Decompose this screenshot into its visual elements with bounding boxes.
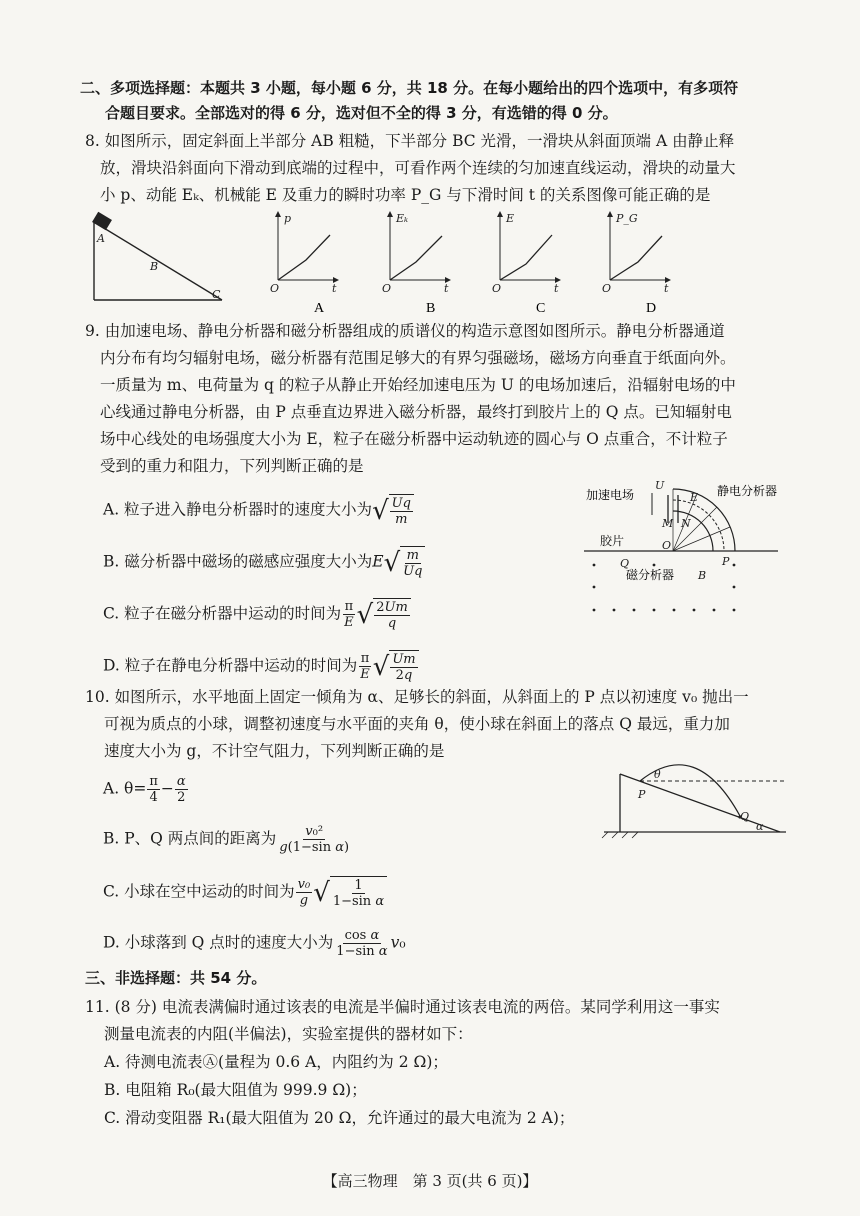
q11-stem-line2: 测量电流表的内阻(半偏法)，实验室提供的器材如下： xyxy=(104,1025,473,1043)
graph-c-ylabel: E xyxy=(506,212,515,225)
q10-option-a: A. θ= $\frac{\pi}{4}$ − $\frac{\alpha}{2}$ xyxy=(103,774,186,805)
q9-stem-line5: 场中心线处的电场强度大小为 E，粒子在磁分析器中运动轨迹的圆心与 O 点重合，不计粒子 xyxy=(100,430,728,448)
q9-option-d: D. 粒子在静电分析器中运动的时间为 $\frac{\pi}{E}$ √ $\frac{Um}{2q}$ xyxy=(103,650,419,683)
q11-item-b: B. 电阻箱 R₀(最大阻值为 999.9 Ω)； xyxy=(104,1081,367,1099)
section-2-title-line1: 二、多项选择题：本题共 3 小题，每小题 6 分，共 18 分。在每小题给出的四个选项中，有多项符 xyxy=(80,79,739,97)
graph-c-xlabel: t xyxy=(554,282,559,295)
q10-stem-line3: 速度大小为 g，不计空气阻力，下列判断正确的是 xyxy=(104,742,445,760)
incline-label-a: A xyxy=(97,232,105,245)
label-q-point: Q xyxy=(740,810,750,823)
q10-option-a-text: A. θ= xyxy=(103,779,147,798)
page-footer: 【高三物理 第 3 页(共 6 页)】 xyxy=(322,1172,538,1190)
label-u: U xyxy=(655,479,665,492)
label-e: E xyxy=(690,491,699,504)
graph-d-option: D xyxy=(646,301,657,316)
q9-option-a: A. 粒子进入静电分析器时的速度大小为 √ $\frac{Uq}{m}$ xyxy=(103,494,414,527)
label-alpha: α xyxy=(756,820,764,833)
label-n: N xyxy=(681,517,691,530)
graph-a xyxy=(270,211,339,295)
q11-stem-line1: 11. (8 分) 电流表满偏时通过该表的电流是半偏时通过该表电流的两倍。某同学利用这一事实 xyxy=(85,998,720,1016)
q8-stem-line1: 8. 如图所示，固定斜面上半部分 AB 粗糙，下半部分 BC 光滑，一滑块从斜面顶端 A 由静止释 xyxy=(85,132,735,150)
q9-mass-spectrometer-figure xyxy=(582,475,782,623)
q8-stem-line2: 放，滑块沿斜面向下滑动到底端的过程中，可看作两个连续的匀加速直线运动，滑块的动量大 xyxy=(100,159,736,177)
q10-option-c-text: C. 小球在空中运动的时间为 xyxy=(103,882,295,901)
q10-option-d-text: D. 小球落到 Q 点时的速度大小为 xyxy=(103,933,334,952)
q10-incline-projectile-figure xyxy=(600,760,790,840)
graph-b-ylabel: Eₖ xyxy=(396,212,409,225)
label-q: Q xyxy=(620,557,630,570)
q10-option-d: D. 小球落到 Q 点时的速度大小为 $\frac{\text{cos α}}{\text{1−sin α}}$ v₀ xyxy=(103,928,406,959)
msa-label: 磁分析器 xyxy=(626,568,675,582)
q9-option-c-text: C. 粒子在磁分析器中运动的时间为 xyxy=(103,604,342,623)
accel-field-label: 加速电场 xyxy=(586,488,635,502)
incline-label-b: B xyxy=(150,260,159,273)
graph-d-origin: O xyxy=(602,282,612,295)
q9-option-b: B. 磁分析器中磁场的磁感应强度大小为E √ $\frac{m}{Uq}$ xyxy=(103,546,425,579)
q10-option-b: B. P、Q 两点间的距离为 $\frac{\text{v₀²}}{\text{g(1−sin α)}}$ xyxy=(103,824,350,855)
q8-figures xyxy=(80,208,760,318)
graph-b xyxy=(382,211,451,295)
graph-c-origin: O xyxy=(492,282,502,295)
film-label: 胶片 xyxy=(600,534,625,548)
q9-option-a-text: A. 粒子进入静电分析器时的速度大小为 xyxy=(103,500,373,519)
graph-c xyxy=(492,211,561,295)
q10-stem-line2: 可视为质点的小球，调整初速度与水平面的夹角 θ，使小球在斜面上的落点 Q 最远，重力加 xyxy=(104,715,730,733)
label-p: P xyxy=(722,555,730,568)
q11-item-c: C. 滑动变阻器 R₁(最大阻值为 20 Ω，允许通过的最大电流为 2 A)； xyxy=(104,1109,575,1127)
graph-a-option: A xyxy=(314,301,325,316)
q10-stem-line1: 10. 如图所示，水平地面上固定一倾角为 α、足够长的斜面，从斜面上的 P 点以初速度 v₀ 抛出一 xyxy=(85,688,749,706)
label-p-point: P xyxy=(638,788,646,801)
q8-stem-line3: 小 p、动能 Eₖ、机械能 E 及重力的瞬时功率 P_G 与下滑时间 t 的关系图像可能正确的是 xyxy=(100,186,711,204)
q9-stem-line3: 一质量为 m、电荷量为 q 的粒子从静止开始经加速电压为 U 的电场加速后，沿辐射电场的中 xyxy=(100,376,736,394)
label-theta: θ xyxy=(654,768,661,781)
esa-label: 静电分析器 xyxy=(717,484,778,498)
q9-stem-line1: 9. 由加速电场、静电分析器和磁分析器组成的质谱仪的构造示意图如图所示。静电分析器通道 xyxy=(85,322,725,340)
q10-option-b-text: B. P、Q 两点间的距离为 xyxy=(103,829,277,848)
q9-option-b-text: B. 磁分析器中磁场的磁感应强度大小为 xyxy=(103,552,373,571)
section-2-title-line2: 合题目要求。全部选对的得 6 分，选对但不全的得 3 分，有选错的得 0 分。 xyxy=(105,104,618,122)
q9-stem-line2: 内分布有均匀辐射电场，磁分析器有范围足够大的有界匀强磁场，磁场方向垂直于纸面向外。 xyxy=(100,349,736,367)
graph-a-ylabel: p xyxy=(284,212,292,225)
graph-a-xlabel: t xyxy=(332,282,337,295)
incline-label-c: C xyxy=(212,288,221,301)
graph-d-ylabel: P_G xyxy=(616,212,638,225)
slider-block xyxy=(92,212,112,231)
graph-b-option: B xyxy=(426,301,436,316)
q11-item-a: A. 待测电流表Ⓐ(量程为 0.6 A，内阻约为 2 Ω)； xyxy=(104,1053,448,1071)
graph-d xyxy=(602,211,671,295)
graph-b-origin: O xyxy=(382,282,392,295)
incline-diagram xyxy=(92,212,222,301)
graph-c-option: C xyxy=(536,301,546,316)
label-o: O xyxy=(662,539,672,552)
q9-stem-line4: 心线通过静电分析器，由 P 点垂直边界进入磁分析器，最终打到胶片上的 Q 点。已知辐射电 xyxy=(100,403,732,421)
graph-a-origin: O xyxy=(270,282,280,295)
label-m: M xyxy=(662,517,674,530)
section-3-title: 三、非选择题：共 54 分。 xyxy=(85,969,267,987)
q9-stem-line6: 受到的重力和阻力，下列判断正确的是 xyxy=(100,457,364,475)
q9-option-d-text: D. 粒子在静电分析器中运动的时间为 xyxy=(103,656,358,675)
graph-d-xlabel: t xyxy=(664,282,669,295)
label-b: B xyxy=(698,569,707,582)
graph-b-xlabel: t xyxy=(444,282,449,295)
q10-option-c: C. 小球在空中运动的时间为 $\frac{\text{v₀}}{g}$ √ $\frac{1}{\text{1−sin α}}$ xyxy=(103,876,387,909)
q9-option-c: C. 粒子在磁分析器中运动的时间为 $\frac{\pi}{E}$ √ $\frac{2Um}{q}$ xyxy=(103,598,411,631)
